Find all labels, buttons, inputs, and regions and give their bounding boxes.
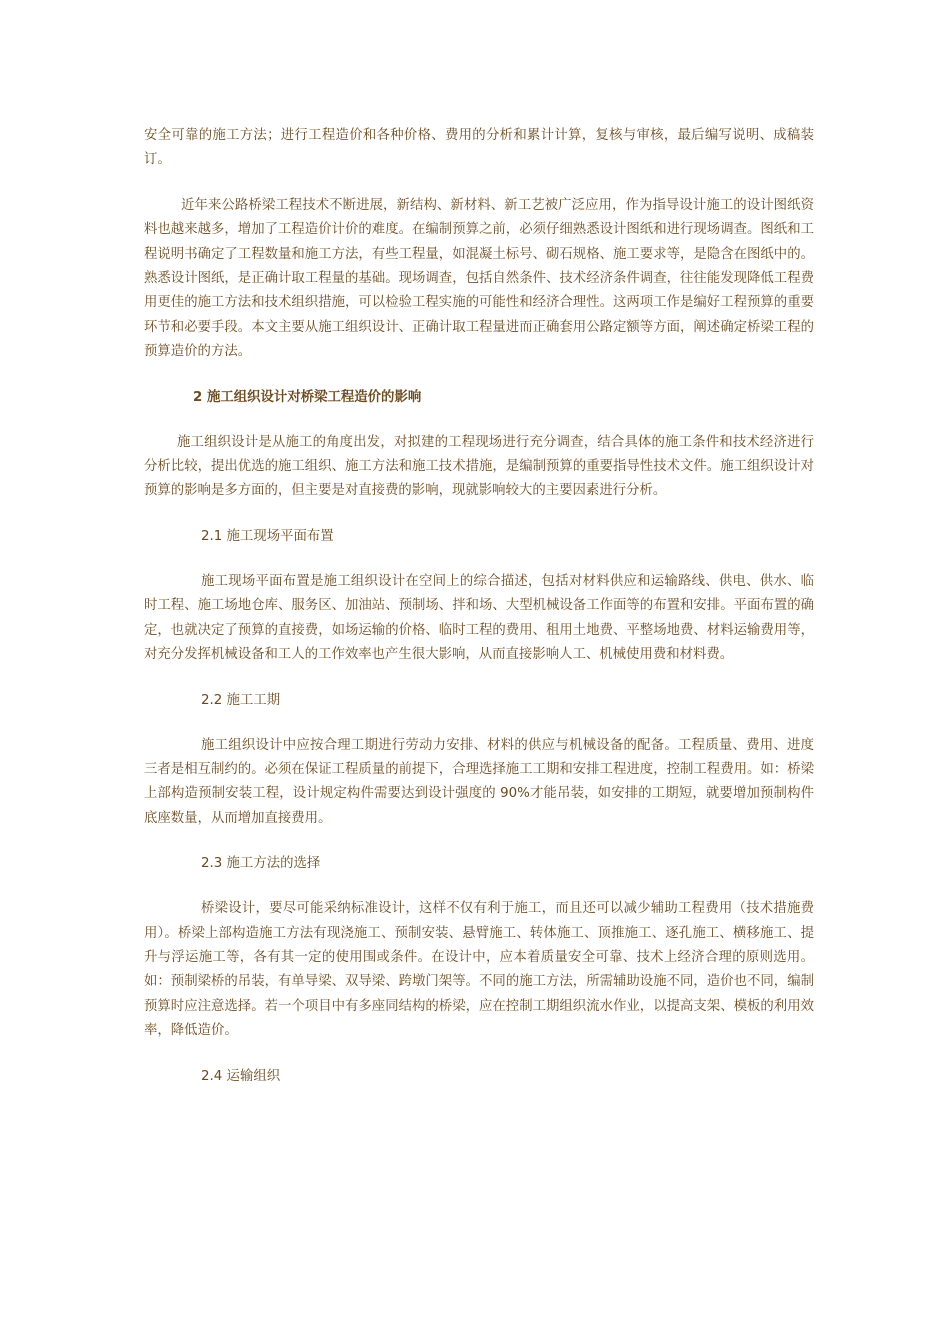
document-page [144, 124, 814, 1089]
background-paragraph: 近年来公路桥梁工程技术不断进展，新结构、新材料、新工艺被广泛应用，作为指导设计施工的设计图纸资料也越来越多，增加了工程造价计价的难度。在编制预算之前，必须仔细熟悉设计图纸和进行现场调查。图纸和工程说明书确定了工程数量和施工方法，有些工程量，如混凝土标号、砌石规格、施工要求等，是隐含在图纸中的。熟悉设计图纸，是正确计取工程量的基础。现场调查，包括自然条件、技术经济条件调查，往往能发现降低工程费用更佳的施工方法和技术组织措施，可以检验工程实施的可能性和经济合理性。这两项工作是编好工程预算的重要环节和必要手段。本文主要从施工组织设计、正确计取工程量进而正确套用公路定额等方面，阐述确定桥梁工程的预算造价的方法。 [144, 197, 814, 360]
section-2-2-heading: 2.2 施工工期 [201, 692, 281, 708]
section-2-heading: 2 施工组织设计对桥梁工程造价的影响 [193, 389, 422, 405]
section-2-2-paragraph: 施工组织设计中应按合理工期进行劳动力安排、材料的供应与机械设备的配备。工程质量、费用、进度三者是相互制约的。必须在保证工程质量的前提下，合理选择施工工期和安排工程进度，控制工程费用。如：桥梁上部构造预制安装工程，设计规定构件需要达到设计强度的 90%才能吊装，如安排的工期短，就要增加预制构件底座数量，从而增加直接费用。 [144, 737, 814, 826]
section-2-1-heading: 2.1 施工现场平面布置 [201, 528, 334, 544]
section-2-intro-paragraph: 施工组织设计是从施工的角度出发，对拟建的工程现场进行充分调查，结合具体的施工条件和技术经济进行分析比较，提出优选的施工组织、施工方法和施工技术措施，是编制预算的重要指导性技术文件。施工组织设计对预算的影响是多方面的，但主要是对直接费的影响，现就影响较大的主要因素进行分析。 [144, 434, 814, 499]
intro-end-paragraph: 安全可靠的施工方法；进行工程造价和各种价格、费用的分析和累计计算，复核与审核，最后编写说明、成稿装订。 [144, 128, 814, 168]
section-2-3-paragraph: 桥梁设计，要尽可能采纳标准设计，这样不仅有利于施工，而且还可以减少辅助工程费用（技术措施费用）。桥梁上部构造施工方法有现浇施工、预制安装、悬臂施工、转体施工、顶推施工、逐孔施工、横移施工、提升与浮运施工等，各有其一定的使用围或条件。在设计中，应本着质量安全可靠、技术上经济合理的原则选用。如：预制梁桥的吊装，有单导梁、双导梁、跨墩门架等。不同的施工方法，所需辅助设施不同，造价也不同，编制预算时应注意选择。若一个项目中有多座同结构的桥梁，应在控制工期组织流水作业，以提高支架、模板的利用效率，降低造价。 [144, 901, 814, 1039]
section-2-3-heading: 2.3 施工方法的选择 [201, 856, 321, 872]
section-2-4-heading: 2.4 运输组织 [201, 1068, 281, 1084]
section-2-1-paragraph: 施工现场平面布置是施工组织设计在空间上的综合描述，包括对材料供应和运输路线、供电、供水、临时工程、施工场地仓库、服务区、加油站、预制场、拌和场、大型机械设备工作面等的布置和安排。平面布置的确定，也就决定了预算的直接费，如场运输的价格、临时工程的费用、租用土地费、平整场地费、材料运输费用等，对充分发挥机械设备和工人的工作效率也产生很大影响，从而直接影响人工、机械使用费和材料费。 [144, 573, 814, 663]
